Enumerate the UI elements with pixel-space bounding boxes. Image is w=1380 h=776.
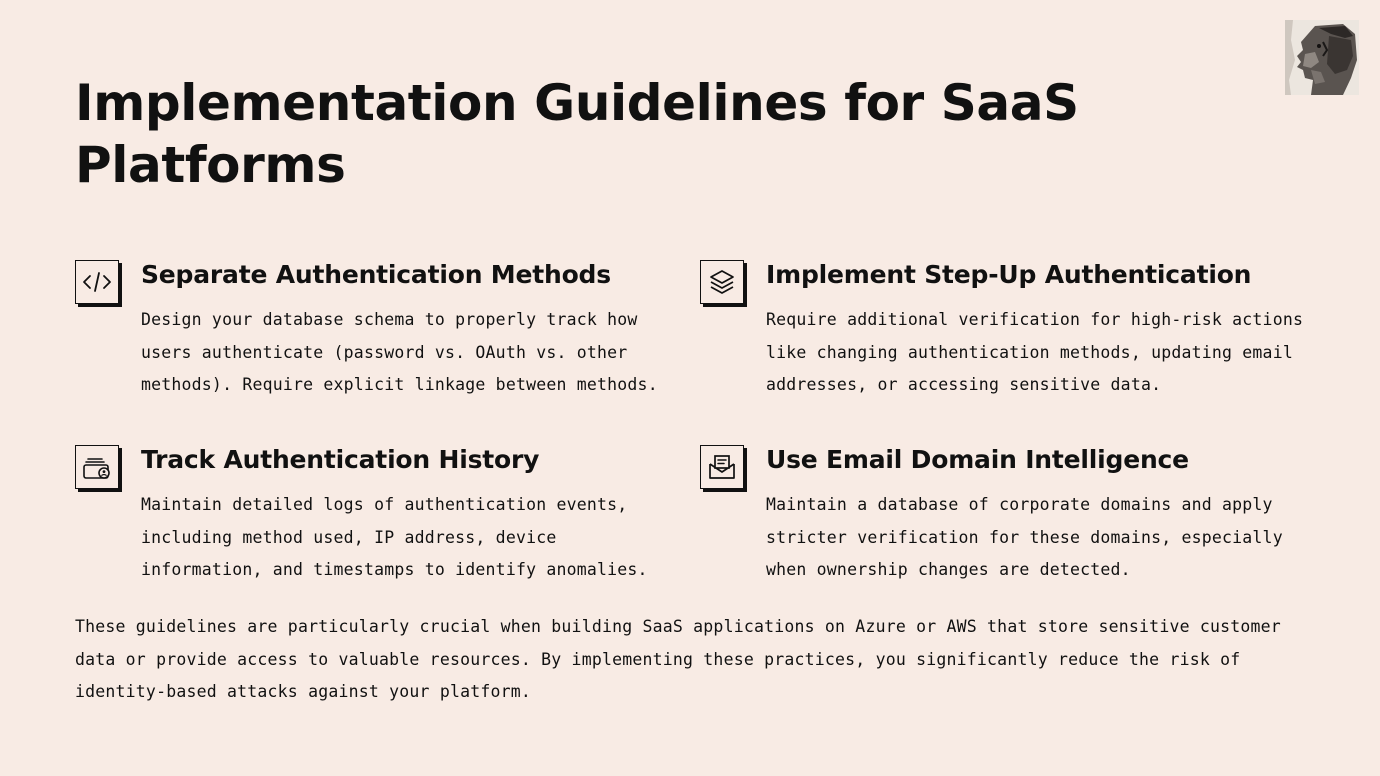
code-icon <box>75 260 119 304</box>
card-description: Require additional verification for high-risk actions like changing authentication methods, updating email addresses, or accessing sensitive data. <box>766 310 1304 394</box>
mail-icon <box>700 445 744 489</box>
portrait-illustration <box>1285 20 1359 95</box>
card-title: Track Authentication History <box>141 445 540 474</box>
egyptian-portrait-image <box>1285 20 1359 95</box>
wallet-user-icon <box>75 445 119 489</box>
card-title: Use Email Domain Intelligence <box>766 445 1189 474</box>
summary-paragraph: These guidelines are particularly crucial when building SaaS applications on Azure or AWS that store sensitive customer data or provide access to valuable resources. By implementing these practices, you significantly reduce the risk of identity-based attacks against your platform. <box>75 617 1281 701</box>
card-description: Maintain detailed logs of authentication events, including method used, IP address, device information, and timestamps to identify anomalies. <box>141 495 648 579</box>
page-title: Implementation Guidelines for SaaS Platforms <box>75 74 1079 194</box>
card-title: Separate Authentication Methods <box>141 260 611 289</box>
card-description: Maintain a database of corporate domains and apply stricter verification for these domains, especially when ownership changes are detected. <box>766 495 1283 579</box>
card-title: Implement Step-Up Authentication <box>766 260 1252 289</box>
layers-icon <box>700 260 744 304</box>
card-description: Design your database schema to properly track how users authenticate (password vs. OAuth vs. other methods). Require explicit linkage between methods. <box>141 310 658 394</box>
